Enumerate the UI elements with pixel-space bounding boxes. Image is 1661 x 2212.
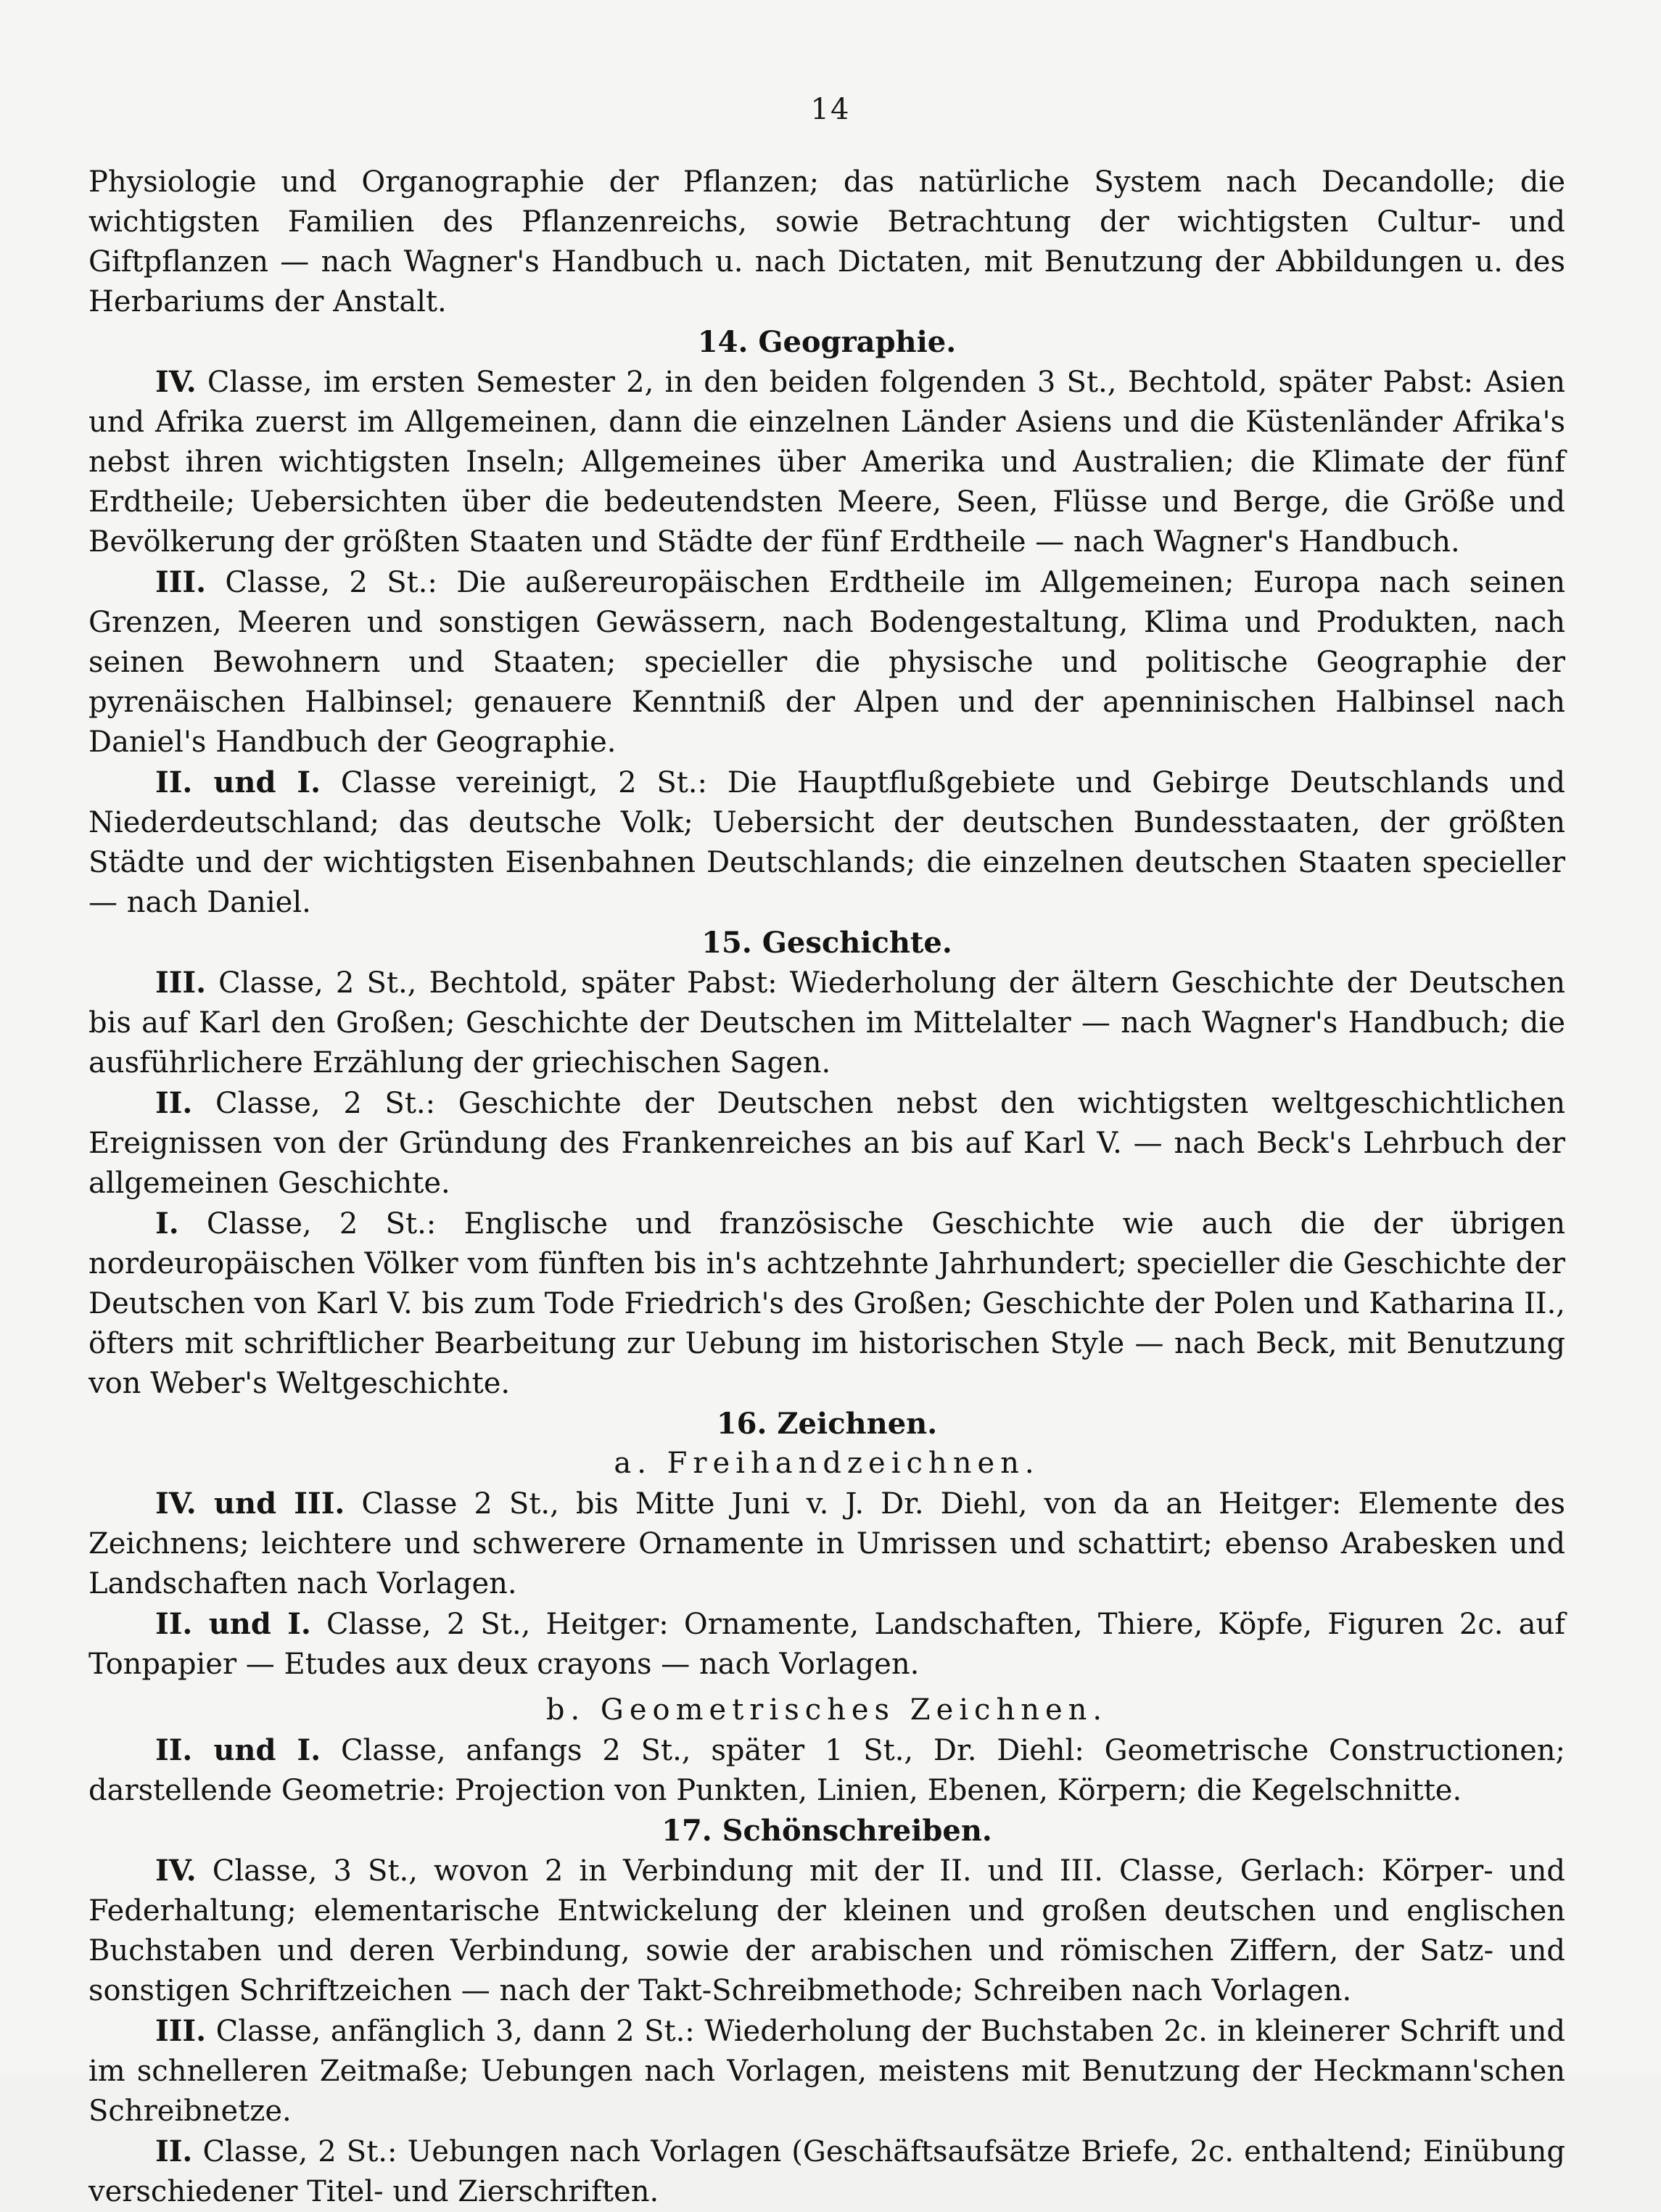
paragraph-text: Classe, anfangs 2 St., später 1 St., Dr. Diehl: Geometrische Constructionen; darstellende Geometrie: Projection von Punkten, Linien, Ebenen, Körpern; die Kegelschnitte. <box>88 1734 1566 1807</box>
paragraph-text: Classe 2 St., bis Mitte Juni v. J. Dr. Diehl, von da an Heitger: Elemente des Zeichnens; leichtere und schwerere Ornamente in Umrissen und schattirt; ebenso Arabesken und Landschaften nach Vorlagen. <box>88 1487 1566 1600</box>
class-label: IV. und III. <box>155 1487 345 1521</box>
paragraph <box>88 1083 1565 1204</box>
paragraph-text: Classe, 2 St.: Die außereuropäischen Erdtheile im Allgemeinen; Europa nach seinen Grenzen, Meeren und sonstigen Gewässern, nach Bodengestaltung, Klima und Produkten, nach seinen Bewohnern und Staaten; specieller die physische und politische Geographie der pyrenäischen Halbinsel; genauere Kenntniß der Alpen und der apenninischen Halbinsel nach Daniel's Handbuch der Geographie. <box>88 566 1565 759</box>
intro-paragraph: Physiologie und Organographie der Pflanzen; das natürliche System nach Decandolle; die wichtigsten Familien des Pflanzenreichs, sowie Betrachtung der wichtigsten Cultur- und Giftpflanzen — nach Wagner's Handbuch u. nach Dictaten, mit Benutzung der Abbildungen u. des Herbariums der Anstalt. <box>88 165 1565 318</box>
paragraph <box>88 1484 1565 1604</box>
paragraph-text: Classe, 2 St.: Englische und französische Geschichte wie auch die der übrigen nordeuropäischen Völker vom fünften bis in's achtzehnte Jahrhundert; specieller die Geschichte der Deutschen von Karl V. bis zum Tode Friedrich's des Großen; Geschichte der Polen und Katharina II., öfters mit schriftlicher Bearbeitung zur Uebung im historischen Style — nach Beck, mit Benutzung von Weber's Weltgeschichte. <box>88 1207 1565 1400</box>
paragraph-text: Classe, 3 St., wovon 2 in Verbindung mit der II. und III. Classe, Gerlach: Körper- und Federhaltung; elementarische Entwickelung der kleinen und großen deutschen und englischen Buchstaben und deren Verbindung, sowie der arabischen und römischen Ziffern, der Satz- und sonstigen Schriftzeichen — nach der Takt-Schreibmethode; Schreiben nach Vorlagen. <box>88 1854 1565 2007</box>
section-title-schoenschreiben: 17. Schönschreiben. <box>661 1814 992 1848</box>
class-label: III. <box>155 2014 207 2048</box>
paragraph <box>88 1204 1565 1404</box>
class-label: III. <box>155 565 207 599</box>
class-label: II. <box>155 2134 193 2168</box>
paragraph-text: Classe, im ersten Semester 2, in den beiden folgenden 3 St., Bechtold, später Pabst: Asien und Afrika zuerst im Allgemeinen, dann die einzelnen Länder Asiens und die Küstenländer Afrika's nebst ihren wichtigsten Inseln; Allgemeines über Amerika und Australien; die Klimate der fünf Erdtheile; Uebersichten über die bedeutendsten Meere, Seen, Flüsse und Berge, die Größe und Bevölkerung der größten Staaten und Städte der fünf Erdtheile — nach Wagner's Handbuch. <box>88 366 1566 559</box>
paragraph <box>88 2131 1565 2212</box>
paragraph <box>88 762 1565 923</box>
page-number: 14 <box>810 93 851 126</box>
class-label: IV. <box>155 1854 197 1888</box>
paragraph-text: Classe, 2 St.: Geschichte der Deutschen nebst den wichtigsten weltgeschichtlichen Ereignissen von der Gründung des Frankenreiches an bis auf Karl V. — nach Beck's Lehrbuch der allgemeinen Geschichte. <box>88 1087 1565 1200</box>
class-label: I. <box>155 1206 179 1241</box>
paragraph <box>88 963 1565 1083</box>
paragraph <box>88 1851 1565 2011</box>
paragraph-text: Classe, 2 St., Bechtold, später Pabst: Wiederholung der ältern Geschichte der Deutschen bis auf Karl den Großen; Geschichte der Deutschen im Mittelalter — nach Wagner's Handbuch; die ausführlichere Erzählung der griechischen Sagen. <box>88 966 1565 1080</box>
section-title-geographie: 14. Geographie. <box>697 325 957 359</box>
section-title-zeichnen: 16. Zeichnen. <box>716 1407 938 1441</box>
subsection-title-geometrisches-zeichnen: b. Geometrisches Zeichnen. <box>545 1693 1108 1727</box>
paragraph-text: Classe vereinigt, 2 St.: Die Hauptflußgebiete und Gebirge Deutschlands und Niederdeutschland; das deutsche Volk; Uebersicht der deutschen Bundesstaaten, der größten Städte und der wichtigsten Eisenbahnen Deutschlands; die einzelnen deutschen Staaten specieller — nach Daniel. <box>88 766 1565 919</box>
paragraph-text: Classe, anfänglich 3, dann 2 St.: Wiederholung der Buchstaben 2c. in kleinerer Schrift und im schnelleren Zeitmaße; Uebungen nach Vorlagen, meistens mit Benutzung der Heckmann'schen Schreibnetze. <box>88 2015 1565 2128</box>
page-body <box>88 163 1565 2212</box>
class-label: II. und I. <box>155 1607 311 1641</box>
paragraph <box>88 1604 1565 1685</box>
class-label: III. <box>155 966 207 1000</box>
class-label: II. und I. <box>155 765 321 799</box>
paragraph-text: Classe, 2 St., Heitger: Ornamente, Landschaften, Thiere, Köpfe, Figuren 2c. auf Tonpapier — Etudes aux deux crayons — nach Vorlagen. <box>88 1608 1566 1681</box>
paragraph <box>88 562 1565 762</box>
paragraph <box>88 2011 1565 2131</box>
class-label: IV. <box>155 365 197 399</box>
class-label: II. <box>155 1086 193 1120</box>
class-label: II. und I. <box>155 1733 321 1767</box>
paragraph <box>88 362 1565 562</box>
subsection-title-freihandzeichnen: a. Freihandzeichnen. <box>614 1447 1040 1480</box>
paragraph <box>88 1730 1565 1811</box>
paragraph-text: Classe, 2 St.: Uebungen nach Vorlagen (Geschäftsaufsätze Briefe, 2c. enthaltend; Einübung verschiedener Titel- und Zierschriften. <box>88 2135 1565 2208</box>
section-title-geschichte: 15. Geschichte. <box>701 926 952 960</box>
